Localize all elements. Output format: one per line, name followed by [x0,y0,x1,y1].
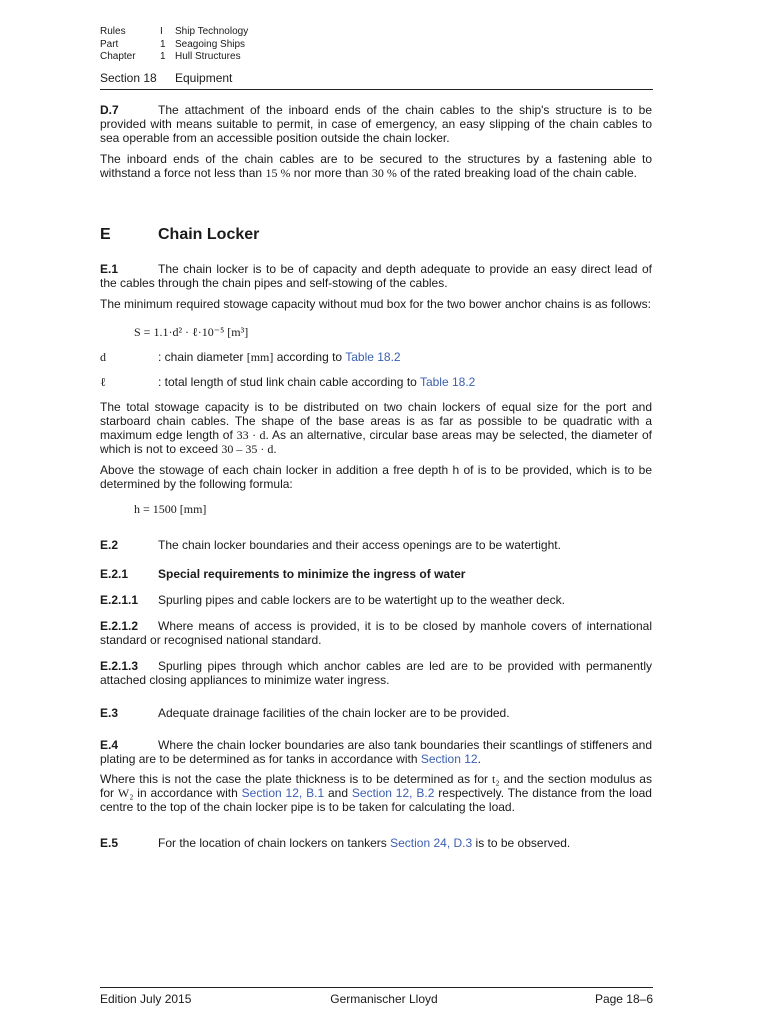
definition-d [100,350,652,364]
text-fragment: For the location of chain lockers on tankers [158,836,391,850]
symbol-w2: W₂ [117,786,134,800]
link-section-24-d3[interactable]: Section 24, D.3 [390,836,473,850]
paragraph-free-depth: Above the stowage of each chain locker in addition a free depth h of is to be provided, which is to be determined by the following formula: [100,463,652,491]
header-key: Rules [100,26,126,37]
paragraph-text: The chain locker is to be of capacity and depth adequate to provide an easy direct lead of the cables through the chain pipes and self-stowing of the cables. [100,262,652,290]
section-title: Equipment [175,71,233,85]
text-fragment: The inboard ends of the chain cables are to be secured to the structures by a fastening able to withstand a force not less than [100,152,652,180]
paragraph-d7-force [100,152,652,180]
chapter-letter: E [100,226,111,243]
text-fragment: is to be observed. [472,836,571,850]
clause-number: D.7 [100,103,119,117]
paragraph-text: Adequate drainage facilities of the chain locker are to be provided. [158,706,510,720]
formula-stowage: S = 1.1·d² · ℓ·10⁻⁵ [m³] [134,325,249,339]
text-fragment: . As an alternative, circular base areas may be selected, the diameter of which is not to exceed [100,428,652,456]
text-fragment: The total stowage capacity is to be distributed on two chain lockers of equal size for the port and starboard chain cables. The shape of the base areas is as far as possible to be quadratic with a maximum edge length of [100,400,652,442]
link-table-18-2[interactable]: Table 18.2 [419,375,476,389]
header-divider [100,89,653,90]
text-fragment: respectively. The distance from the load centre to the top of the chain locker pipe is to be taken for calculating the load. [100,786,652,814]
paragraph-e213 [100,659,652,687]
header-row [100,26,248,39]
link-section-12-b1[interactable]: Section 12, B.1 [241,786,325,800]
link-section-12-b2[interactable]: Section 12, B.2 [351,786,435,800]
text-fragment: nor more than [290,166,372,180]
chapter-title: Chain Locker [158,226,260,243]
paragraph-e4 [100,738,652,766]
value-diameter: 30 – 35 · d [221,442,274,456]
footer-edition: Edition July 2015 [100,992,192,1006]
link-section-12[interactable]: Section 12 [420,752,478,766]
definition-l [100,375,652,389]
paragraph-e1 [100,262,652,290]
header-num: I [160,26,163,37]
text-fragment: according to [273,350,346,364]
text-fragment: . [477,752,481,766]
footer-divider [100,987,653,988]
paragraph-e5 [100,836,652,850]
paragraph-e2 [100,538,652,552]
value-min-percent: 15 % [265,166,291,180]
section-number: Section 18 [100,71,157,85]
paragraph-text: Where means of access is provided, it is to be closed by manhole covers of international standard or recognised national standard. [100,619,652,647]
clause-number: E.2.1.3 [100,659,139,673]
paragraph-e3 [100,706,652,720]
paragraph-text: The chain locker boundaries and their access openings are to be watertight. [158,538,561,552]
text-fragment: : total length of stud link chain cable according to [158,375,420,389]
unit-mm: [mm] [246,350,274,364]
link-table-18-2[interactable]: Table 18.2 [345,350,401,364]
paragraph-total-capacity [100,400,652,456]
symbol-l: ℓ [100,375,106,389]
header-row [100,39,248,52]
text-fragment: . [273,442,277,456]
text-fragment: and [324,786,352,800]
text-fragment: in accordance with [133,786,242,800]
subheading-text: Special requirements to minimize the ingress of water [158,567,466,581]
clause-number: E.1 [100,262,119,276]
header-num: 1 [160,51,166,62]
header-key: Part [100,38,119,50]
section-heading [100,71,232,85]
clause-number: E.5 [100,836,119,850]
text-fragment: : chain diameter [158,350,247,364]
header-key: Chapter [100,51,136,62]
paragraph-text: Spurling pipes through which anchor cables are led are to be provided with permanently attached closing appliances to minimize water ingress. [100,659,652,687]
chapter-heading [100,226,259,244]
symbol-t2: t₂ [491,772,500,786]
clause-number: E.2 [100,538,119,552]
value-edge-length: 33 · d [236,428,266,442]
paragraph-e4-plate [100,772,652,814]
paragraph-d7 [100,103,652,145]
paragraph-min-capacity: The minimum required stowage capacity without mud box for the two bower anchor chains is as follows: [100,297,651,311]
symbol-d: d [100,350,106,364]
footer-page-number: Page 18–6 [594,992,653,1006]
header-num: 1 [160,38,166,50]
paragraph-text: Spurling pipes and cable lockers are to be watertight up to the weather deck. [158,593,565,607]
header-value: Hull Structures [175,51,241,62]
clause-number: E.2.1 [100,567,129,581]
header-row [100,51,248,64]
text-fragment: Where the chain locker boundaries are also tank boundaries their scantlings of stiffeners and plating are to be determined as for tanks in accordance with [100,738,652,766]
text-fragment: Where this is not the case the plate thickness is to be determined as for [100,772,492,786]
header-value: Seagoing Ships [175,38,246,50]
header-value: Ship Technology [175,26,249,37]
clause-number: E.2.1.1 [100,593,139,607]
paragraph-e212 [100,619,652,647]
text-fragment: of the rated breaking load of the chain cable. [396,166,637,180]
clause-number: E.4 [100,738,119,752]
running-header [100,26,248,64]
value-max-percent: 30 % [371,166,397,180]
clause-number: E.3 [100,706,119,720]
clause-number: E.2.1.2 [100,619,139,633]
paragraph-e21 [100,567,652,581]
footer-publisher: Germanischer Lloyd [330,992,438,1006]
formula-depth: h = 1500 [mm] [134,502,207,516]
paragraph-text: The attachment of the inboard ends of the chain cables to the ship's structure is to be provided with means suitable to permit, in case of emergency, an easy slipping of the chain cables to sea operable from an accessible position outside the chain locker. [100,103,652,145]
paragraph-e211 [100,593,652,607]
text-fragment: and the section modulus as for [100,772,652,800]
